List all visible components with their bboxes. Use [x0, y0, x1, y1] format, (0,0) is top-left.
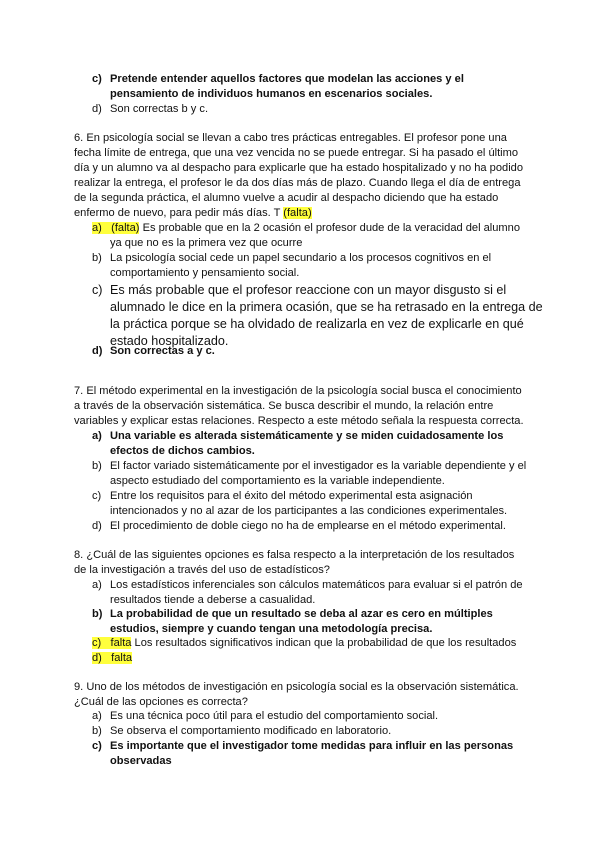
option-letter: b) — [92, 725, 102, 737]
q7-option-a-line1: a) Una variable es alterada sistemáticamente y se miden cuidadosamente los — [92, 430, 504, 442]
q6-stem-line: 6. En psicología social se llevan a cabo tres prácticas entregables. El profesor pone una — [74, 132, 507, 144]
q6-option-c-line4: estado hospitalizado. — [110, 334, 229, 348]
q8-option-a-line1: a) Los estadísticos inferenciales son cálculos matemáticos para evaluar si el patrón de — [92, 579, 523, 591]
q6-option-b-line1: b) La psicología social cede un papel secundario a los procesos cognitivos en el — [92, 252, 492, 264]
option-letter: b) — [92, 252, 102, 264]
q7-option-b-line2: aspecto estudiado del comportamiento es la variable independiente. — [110, 475, 445, 487]
q6-option-c-line2: alumnado le dice en la primera ocasión, que se ha retrasado en la entrega de — [110, 300, 543, 314]
q9-option-c-line1: c) Es importante que el investigador tome medidas para influir en las personas — [92, 740, 514, 752]
q8-option-b-line1: b) La probabilidad de que un resultado se deba al azar es cero en múltiples — [92, 608, 493, 620]
q8-option-b-line2: estudios, siempre y cuando tengan una metodología precisa. — [110, 623, 433, 635]
q7-stem-line: variables y explicar estas relaciones. Respecto a este método señala la respuesta correcta. — [74, 415, 524, 427]
q8-stem-line: 8. ¿Cuál de las siguientes opciones es falsa respecto a la interpretación de los resultados — [74, 549, 515, 561]
falta-highlight: (falta) — [283, 207, 312, 219]
q8-option-c: c) falta Los resultados significativos indican que la probabilidad de que los resultados — [92, 637, 517, 649]
q7-stem-line: a través de la observación sistemática. Se busca describir el mundo, la relación entre — [74, 400, 494, 412]
option-letter: b) — [92, 608, 103, 620]
option-letter: a) — [92, 430, 102, 442]
option-letter: c) — [92, 740, 102, 752]
q8-option-a-line2: resultados tiende a deberse a casualidad. — [110, 594, 316, 606]
q6-option-a-line2: ya que no es la primera vez que ocurre — [110, 237, 303, 249]
q6-stem-line: fecha límite de entrega, que una vez vencida no se puede entregar. Si ha pasado el último — [74, 147, 519, 159]
q7-option-a-line2: efectos de dichos cambios. — [110, 445, 255, 457]
q7-option-b-line1: b) El factor variado sistemáticamente por el investigador es la variable dependiente y el — [92, 460, 527, 472]
option-letter: b) — [92, 460, 102, 472]
q6-stem-line: de la segunda práctica, el alumno vuelve a acudir al despacho diciendo que ha estado — [74, 192, 499, 204]
falta-highlight: (falta) — [111, 222, 140, 234]
option-letter: c) — [92, 73, 102, 85]
q6-option-d: d) Son correctas a y c. — [92, 345, 215, 357]
option-letter: a) — [92, 710, 102, 722]
q9-option-a: a) Es una técnica poco útil para el estudio del comportamiento social. — [92, 710, 439, 722]
q6-stem-line: realizar la entrega, el profesor le da dos días más de plazo. Cuando llega el día de entrega — [74, 177, 521, 189]
falta-highlight: falta — [111, 652, 133, 664]
q5-option-d: d) Son correctas b y c. — [92, 103, 209, 115]
option-letter: d) — [92, 103, 102, 115]
q6-stem-line: día y un alumno va al despacho para explicarle que ha estado hospitalizado y no ha podido — [74, 162, 523, 174]
q6-option-a-line1: a) (falta) Es probable que en la 2 ocasión el profesor dude de la veracidad del alumno — [92, 222, 521, 234]
q7-option-d: d) El procedimiento de doble ciego no ha de emplearse en el método experimental. — [92, 520, 506, 532]
q9-stem-line: 9. Uno de los métodos de investigación en psicología social es la observación sistemática. — [74, 681, 519, 693]
q8-option-d — [92, 651, 132, 666]
q6-option-c-line3: la práctica porque se ha olvidado de realizarla en vez de explicarle en qué — [110, 317, 524, 331]
option-letter: a) (falta) — [92, 222, 140, 234]
q9-option-b: b) Se observa el comportamiento modificado en laboratorio. — [92, 725, 392, 737]
q7-stem-line: 7. El método experimental en la investigación de la psicología social busca el conocimiento — [74, 385, 522, 397]
option-letter: c) — [92, 490, 102, 502]
q9-stem-line: ¿Cuál de las opciones es correcta? — [74, 696, 248, 708]
option-letter: a) — [92, 579, 102, 591]
q7-option-c-line2: intencionados y no al azar de los participantes a las condiciones experimentales. — [110, 505, 508, 517]
option-letter: d) — [92, 345, 103, 357]
option-letter: c) falta — [92, 637, 132, 649]
q6-option-c-line1: c) Es más probable que el profesor reaccione con un mayor disgusto si el — [92, 283, 507, 297]
q7-option-c-line1: c) Entre los requisitos para el éxito del método experimental esta asignación — [92, 490, 473, 502]
option-letter: d) — [92, 520, 102, 532]
q5-option-c-line2: pensamiento de individuos humanos en escenarios sociales. — [110, 88, 433, 100]
q5-option-c-line1: c) Pretende entender aquellos factores que modelan las acciones y el — [92, 73, 464, 85]
q8-stem-line: de la investigación a través del uso de estadísticos? — [74, 564, 330, 576]
option-letter: c) — [92, 283, 103, 297]
falta-highlight: falta — [110, 637, 132, 649]
q6-stem-line: enfermo de nuevo, para pedir más días. T (falta) — [74, 207, 312, 219]
option-letter: d) falta — [92, 652, 133, 664]
q6-option-b-line2: comportamiento y pensamiento social. — [110, 267, 300, 279]
q9-option-c-line2: observadas — [110, 755, 172, 767]
